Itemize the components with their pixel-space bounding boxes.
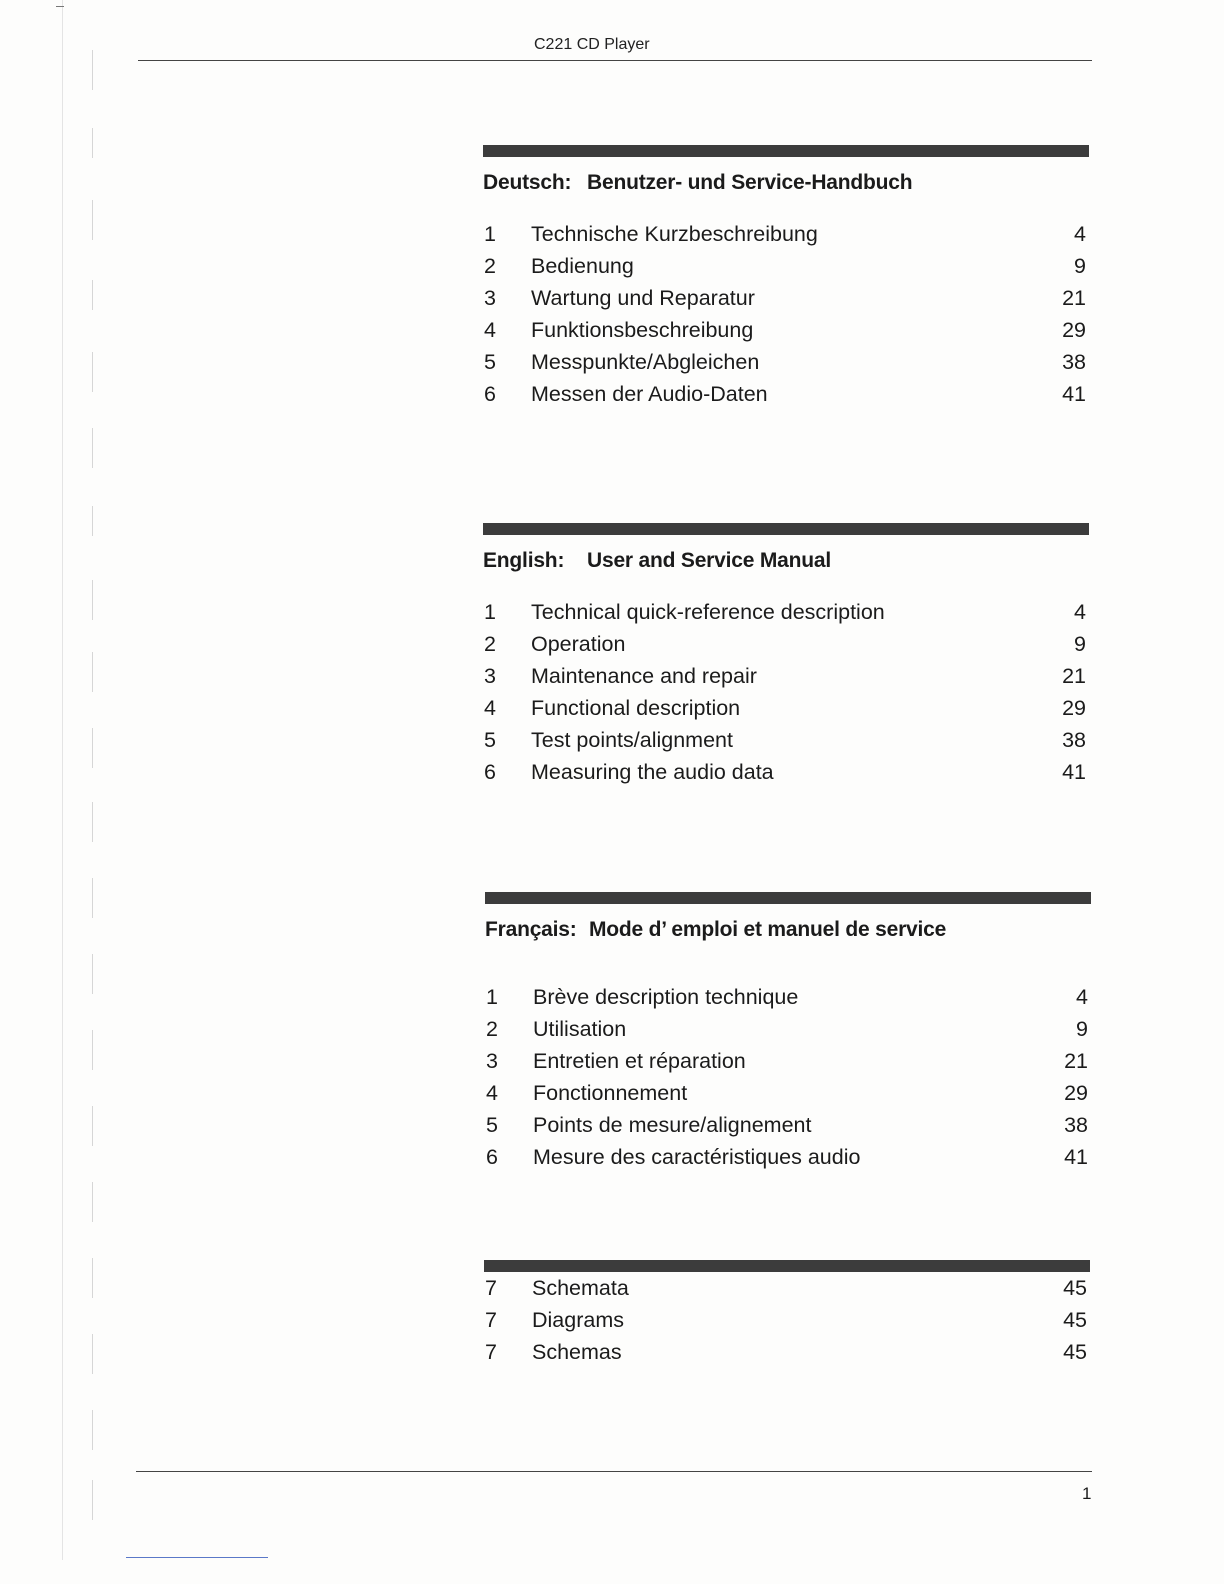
entry-title: Schemas <box>532 1340 622 1364</box>
entry-number: 4 <box>486 1081 498 1105</box>
section-bar <box>483 145 1089 157</box>
section-title: Mode d’ emploi et manuel de service <box>589 918 947 941</box>
toc-entry[interactable] <box>485 1145 1091 1177</box>
entry-page: 4 <box>1076 985 1088 1009</box>
scan-edge-mark <box>56 6 64 7</box>
toc-entry[interactable] <box>484 1308 1090 1340</box>
toc-entry[interactable] <box>483 382 1089 414</box>
toc-list <box>484 1276 1090 1372</box>
scan-edge-line <box>62 0 63 1560</box>
entry-number: 3 <box>484 286 496 310</box>
entry-page: 45 <box>1063 1276 1087 1300</box>
running-head: C221 CD Player <box>534 36 650 53</box>
toc-entry[interactable] <box>485 1113 1091 1145</box>
entry-number: 3 <box>484 664 496 688</box>
entry-title: Funktionsbeschreibung <box>531 318 754 342</box>
section-heading <box>483 171 1089 195</box>
entry-page: 4 <box>1074 600 1086 624</box>
entry-number: 4 <box>484 696 496 720</box>
entry-page: 9 <box>1074 632 1086 656</box>
entry-page: 21 <box>1062 664 1086 688</box>
header-rule <box>138 60 1092 61</box>
footer-rule <box>136 1471 1092 1472</box>
entry-title: Technical quick-reference description <box>531 600 885 624</box>
entry-title: Schemata <box>532 1276 629 1300</box>
blue-edge-line <box>126 1557 268 1558</box>
entry-title: Points de mesure/alignement <box>533 1113 812 1137</box>
toc-entry[interactable] <box>483 254 1089 286</box>
toc-list <box>485 985 1091 1177</box>
toc-entry[interactable] <box>483 286 1089 318</box>
entry-number: 4 <box>484 318 496 342</box>
toc-section-francais <box>485 892 1091 1177</box>
entry-title: Brève description technique <box>533 985 799 1009</box>
entry-page: 29 <box>1064 1081 1088 1105</box>
entry-title: Messen der Audio-Daten <box>531 382 768 406</box>
toc-entry[interactable] <box>483 760 1089 792</box>
entry-number: 3 <box>486 1049 498 1073</box>
toc-entry[interactable] <box>484 1276 1090 1308</box>
entry-number: 5 <box>486 1113 498 1137</box>
entry-title: Diagrams <box>532 1308 624 1332</box>
toc-entry[interactable] <box>483 696 1089 728</box>
section-bar <box>483 523 1089 535</box>
binding-holes <box>78 40 102 1530</box>
entry-number: 1 <box>484 600 496 624</box>
entry-page: 9 <box>1076 1017 1088 1041</box>
entry-page: 45 <box>1063 1340 1087 1364</box>
entry-number: 6 <box>486 1145 498 1169</box>
section-language: Français: <box>485 918 577 941</box>
toc-entry[interactable] <box>483 222 1089 254</box>
entry-page: 29 <box>1062 318 1086 342</box>
entry-number: 5 <box>484 350 496 374</box>
section-heading <box>485 918 1091 942</box>
toc-entry[interactable] <box>485 1017 1091 1049</box>
entry-number: 6 <box>484 760 496 784</box>
section-language: Deutsch: <box>483 171 572 194</box>
section-bar <box>484 1260 1090 1272</box>
entry-page: 41 <box>1062 760 1086 784</box>
entry-number: 7 <box>485 1340 497 1364</box>
entry-page: 21 <box>1062 286 1086 310</box>
entry-page: 38 <box>1062 350 1086 374</box>
entry-title: Bedienung <box>531 254 634 278</box>
entry-number: 7 <box>485 1308 497 1332</box>
entry-title: Measuring the audio data <box>531 760 774 784</box>
entry-title: Functional description <box>531 696 741 720</box>
toc-section-deutsch <box>483 145 1089 414</box>
entry-title: Mesure des caractéristiques audio <box>533 1145 861 1169</box>
toc-entry[interactable] <box>485 1081 1091 1113</box>
entry-number: 5 <box>484 728 496 752</box>
entry-page: 4 <box>1074 222 1086 246</box>
entry-title: Technische Kurzbeschreibung <box>531 222 818 246</box>
entry-number: 2 <box>484 632 496 656</box>
entry-number: 2 <box>486 1017 498 1041</box>
section-title: Benutzer- und Service-Handbuch <box>587 171 913 194</box>
entry-page: 9 <box>1074 254 1086 278</box>
entry-page: 29 <box>1062 696 1086 720</box>
toc-list <box>483 222 1089 414</box>
entry-page: 38 <box>1062 728 1086 752</box>
section-title: User and Service Manual <box>587 549 832 572</box>
toc-section-schematics <box>484 1260 1090 1372</box>
entry-number: 1 <box>484 222 496 246</box>
toc-entry[interactable] <box>483 728 1089 760</box>
toc-entry[interactable] <box>483 350 1089 382</box>
entry-title: Utilisation <box>533 1017 627 1041</box>
page-number: 1 <box>1082 1484 1092 1503</box>
entry-number: 7 <box>485 1276 497 1300</box>
toc-entry[interactable] <box>483 664 1089 696</box>
entry-title: Entretien et réparation <box>533 1049 746 1073</box>
section-language: English: <box>483 549 565 572</box>
entry-page: 38 <box>1064 1113 1088 1137</box>
section-heading <box>483 549 1089 573</box>
entry-page: 21 <box>1064 1049 1088 1073</box>
entry-number: 6 <box>484 382 496 406</box>
toc-entry[interactable] <box>485 985 1091 1017</box>
entry-title: Test points/alignment <box>531 728 733 752</box>
entry-title: Messpunkte/Abgleichen <box>531 350 760 374</box>
entry-page: 41 <box>1062 382 1086 406</box>
toc-entry[interactable] <box>485 1049 1091 1081</box>
section-bar <box>485 892 1091 904</box>
toc-list <box>483 600 1089 792</box>
entry-title: Maintenance and repair <box>531 664 757 688</box>
entry-number: 2 <box>484 254 496 278</box>
toc-entry[interactable] <box>483 632 1089 664</box>
toc-section-english <box>483 523 1089 792</box>
entry-title: Fonctionnement <box>533 1081 688 1105</box>
entry-page: 41 <box>1064 1145 1088 1169</box>
toc-entry[interactable] <box>483 318 1089 350</box>
toc-entry[interactable] <box>483 600 1089 632</box>
entry-title: Operation <box>531 632 626 656</box>
entry-title: Wartung und Reparatur <box>531 286 755 310</box>
entry-page: 45 <box>1063 1308 1087 1332</box>
entry-number: 1 <box>486 985 498 1009</box>
toc-entry[interactable] <box>484 1340 1090 1372</box>
